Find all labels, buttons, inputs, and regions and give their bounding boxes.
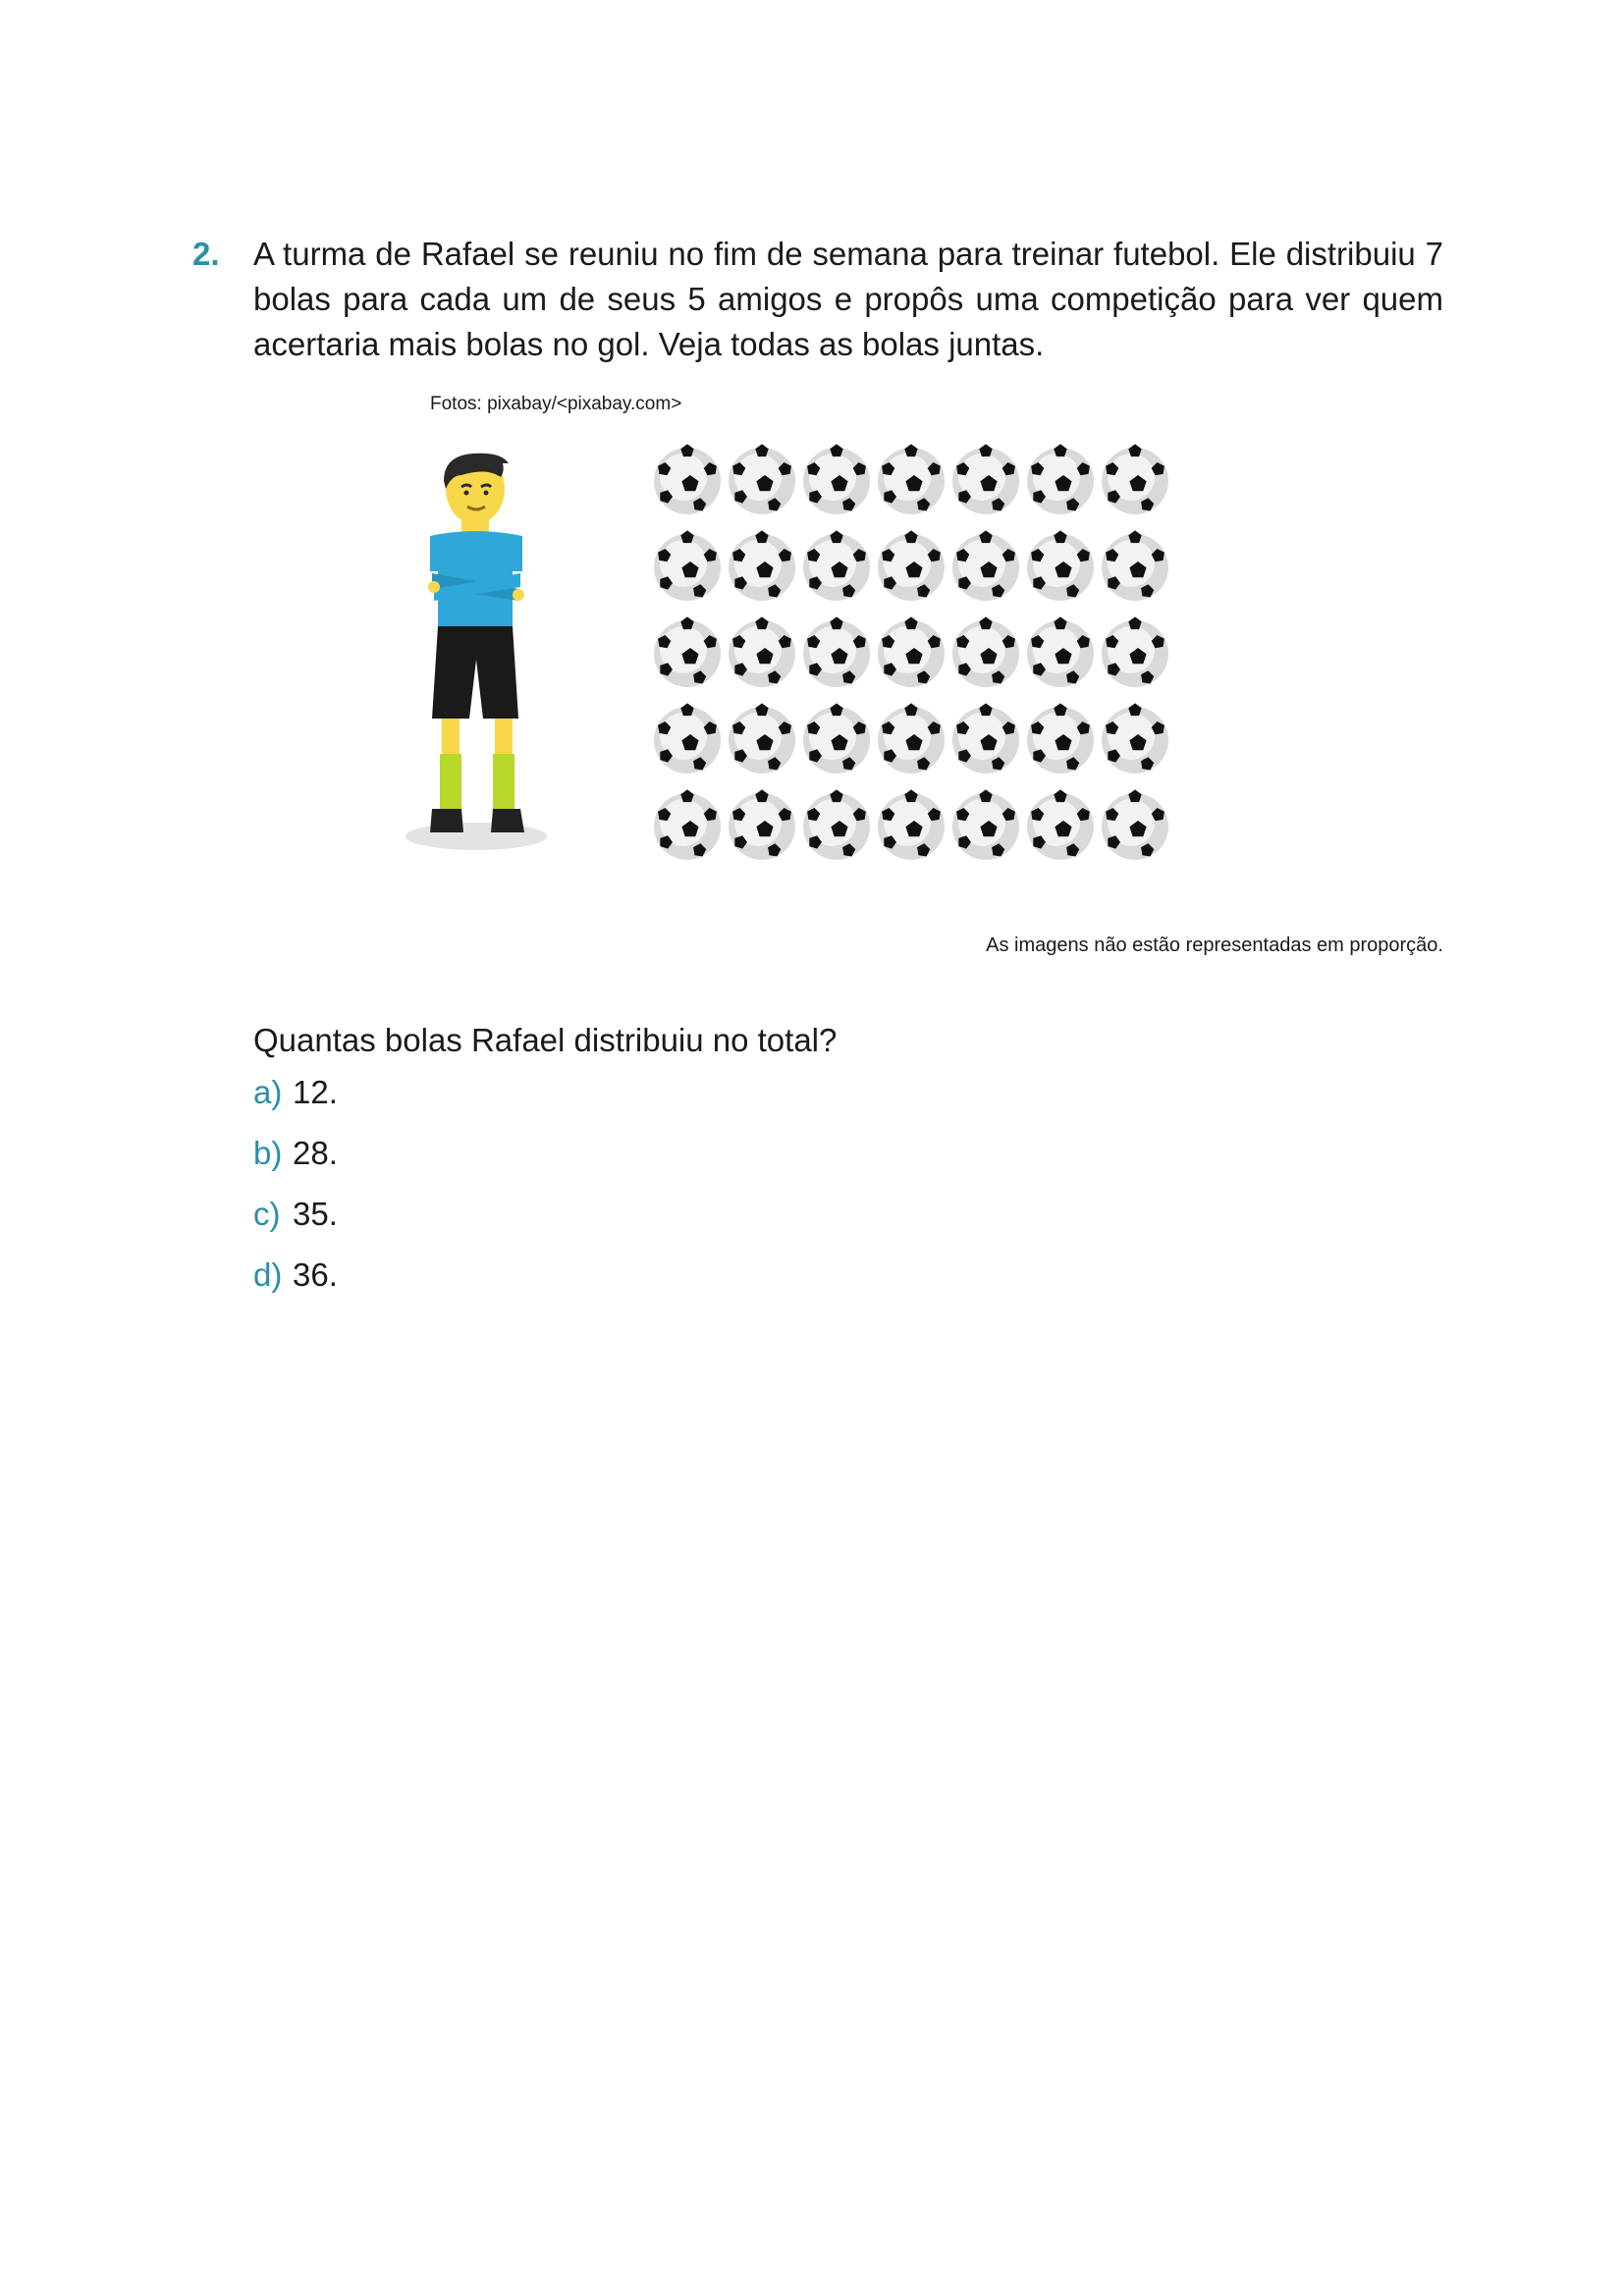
soccer-ball-grid: [648, 442, 1188, 883]
soccer-ball: [803, 530, 870, 601]
soccer-ball: [729, 789, 795, 860]
proportion-note: As imagens não estão representadas em proporção.: [986, 934, 1443, 956]
soccer-ball: [1102, 530, 1168, 601]
soccer-ball: [803, 703, 870, 774]
option-value: 36.: [293, 1256, 338, 1293]
soccer-ball: [729, 703, 795, 774]
soccer-ball: [1102, 703, 1168, 774]
soccer-ball: [1102, 789, 1168, 860]
soccer-ball: [654, 530, 721, 601]
soccer-ball: [654, 616, 721, 687]
answer-options: [253, 1070, 338, 1313]
soccer-ball: [1027, 530, 1094, 601]
option-letter: a): [253, 1074, 283, 1110]
soccer-ball: [1027, 703, 1094, 774]
soccer-ball: [1027, 616, 1094, 687]
soccer-ball: [803, 789, 870, 860]
soccer-ball: [729, 444, 795, 514]
question-number: 2.: [192, 236, 220, 272]
soccer-ball: [1102, 616, 1168, 687]
soccer-ball: [803, 616, 870, 687]
option-letter: c): [253, 1196, 281, 1232]
option-letter: d): [253, 1256, 283, 1293]
question-prompt: Quantas bolas Rafael distribuiu no total?: [253, 1022, 838, 1058]
soccer-ball: [1102, 444, 1168, 514]
option-a[interactable]: [253, 1070, 338, 1131]
option-d[interactable]: [253, 1253, 338, 1313]
soccer-ball: [654, 444, 721, 514]
soccer-ball: [729, 530, 795, 601]
soccer-ball: [952, 444, 1019, 514]
soccer-ball: [1027, 789, 1094, 860]
soccer-ball: [878, 789, 945, 860]
option-value: 35.: [293, 1196, 338, 1232]
soccer-ball: [654, 703, 721, 774]
soccer-ball: [878, 703, 945, 774]
option-value: 12.: [293, 1074, 338, 1110]
illustration: [403, 442, 1188, 883]
photo-credit: Fotos: pixabay/<pixabay.com>: [430, 394, 682, 414]
option-value: 28.: [293, 1135, 338, 1171]
soccer-ball: [952, 530, 1019, 601]
option-c[interactable]: [253, 1192, 338, 1253]
question-text: A turma de Rafael se reuniu no fim de semana para treinar futebol. Ele distribuiu 7 bolas para cada um de seus 5 amigos e propôs uma competição para ver quem acertaria mais bolas no gol. Veja todas as bolas juntas.: [253, 236, 1443, 362]
soccer-ball: [878, 444, 945, 514]
soccer-ball: [1027, 444, 1094, 514]
boy-illustration: [403, 442, 560, 854]
soccer-ball: [654, 789, 721, 860]
soccer-ball: [803, 444, 870, 514]
soccer-ball: [878, 530, 945, 601]
option-b[interactable]: [253, 1131, 338, 1192]
soccer-ball: [952, 703, 1019, 774]
soccer-ball: [729, 616, 795, 687]
option-letter: b): [253, 1135, 283, 1171]
soccer-ball: [952, 616, 1019, 687]
soccer-ball: [878, 616, 945, 687]
soccer-ball: [952, 789, 1019, 860]
